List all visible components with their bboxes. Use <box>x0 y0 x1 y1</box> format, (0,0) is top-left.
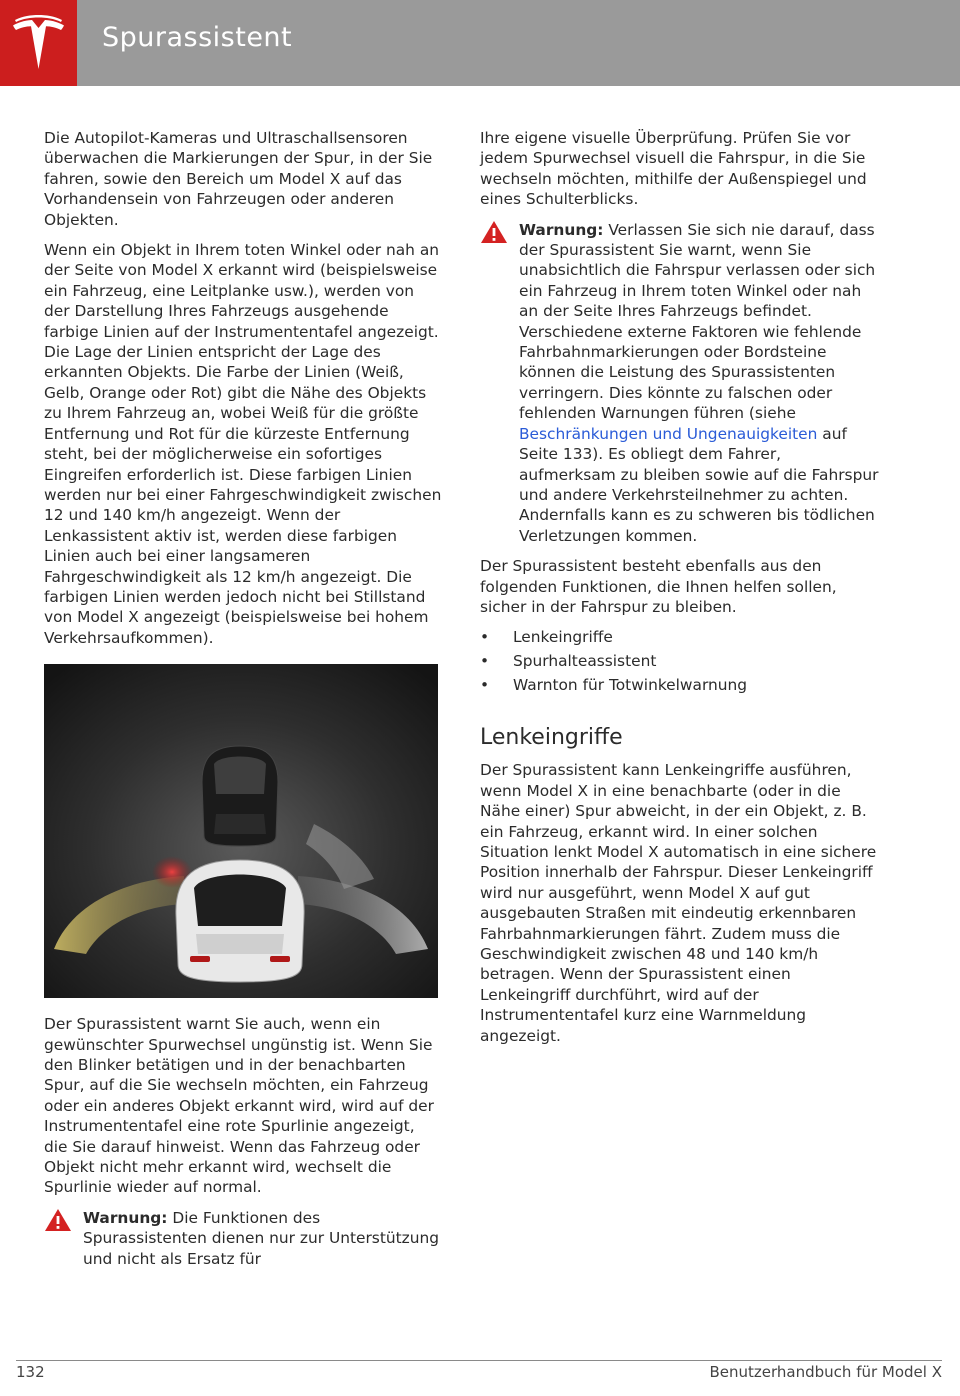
bullet-mark: • <box>480 628 490 647</box>
limitations-link[interactable]: Beschränkungen und Ungenauigkeiten <box>519 424 818 443</box>
warning-triangle-icon <box>480 220 508 244</box>
warning-box-1 <box>44 1208 442 1269</box>
intro-paragraph: Die Autopilot-Kameras und Ultraschallsensoren überwachen die Markierungen der Spur, in der Sie fahren, sowie den Bereich um Model X auf das Vorhandensein von Fahrzeugen oder anderen Objekten. <box>44 129 433 229</box>
lenkeingriffe-paragraph: Der Spurassistent kann Lenkeingriffe ausführen, wenn Model X in eine benachbarte (oder in die Nähe einer) Spur abweicht, in der ein Objekt, z. B. ein Fahrzeug, erkannt wird. In einer solchen Situation lenkt Model X automatisch in eine sichere Position innerhalb der Fahrspur. Dieser Lenkeingriff wird nur ausgeführt, wenn Model X auf gut ausgebauten Straßen mit eindeutig erkennbaren Fahrbahnmarkierungen fährt. Zudem muss die Geschwindigkeit zwischen 48 und 140 km/h betragen. Wenn der Spurassistent einen Lenkeingriff durchführt, wird auf der Instrumententafel kurz eine Warnmeldung angezeigt. <box>480 761 877 1045</box>
colored-lines-paragraph: Wenn ein Objekt in Ihrem toten Winkel oder nah an der Seite von Model X erkannt wird (beispielsweise ein Fahrzeug, eine Leitplanke usw.), werden von der Darstellung Ihres Fahrzeugs ausgehende farbige Linien auf der Instrumententafel angezeigt. Die Lage der Linien entspricht der Lage des erkannten Objekts. Die Farbe der Linien (Weiß, Gelb, Orange oder Rot) gibt die Nähe des Objekts zu Ihrem Fahrzeug an, wobei Weiß für die größte Entfernung und Rot für die kürzeste Entfernung steht, bei der möglicherweise ein sofortiges Eingreifen erforderlich ist. Diese farbigen Linien werden nur bei einer Fahrgeschwindigkeit zwischen 12 und 140 km/h angezeigt. Wenn der Lenkassistent aktiv ist, werden diese farbigen Linien auch bei einer langsameren Fahrgeschwindigkeit als 12 km/h angezeigt. Die farbigen Linien werden jedoch nicht bei Stillstand von Model X angezeigt (beispielsweise bei hohem Verkehrsaufkommen). <box>44 241 442 647</box>
lane-change-paragraph: Der Spurassistent warnt Sie auch, wenn ein gewünschter Spurwechsel ungünstig ist. Wenn Sie den Blinker betätigen und in der benachbarten Spur, auf die Sie wechseln möchten, ein Fahrzeug oder ein anderes Objekt erkannt wird, wird auf der Instrumententafel eine rote Spurlinie angezeigt, die Sie darauf hinweist. Wenn das Fahrzeug oder Objekt nicht mehr erkannt wird, wechselt die Spurlinie wieder auf normal. <box>44 1015 434 1197</box>
continued-paragraph: Ihre eigene visuelle Überprüfung. Prüfen Sie vor jedem Spurwechsel visuell die Fahrspur, in die Sie wechseln möchten, mithilfe der Außenspiegel und eines Schulterblicks. <box>480 129 867 209</box>
list-item <box>480 627 880 647</box>
brand-logo <box>0 0 77 86</box>
list-item-label: Spurhalteassistent <box>513 652 657 671</box>
footer-divider <box>16 1360 942 1361</box>
section-heading-lenkeingriffe: Lenkeingriffe <box>480 725 623 751</box>
list-item-label: Warnton für Totwinkelwarnung <box>513 676 748 695</box>
warning-1-text: Die Funktionen des Spurassistenten dienen nur zur Unterstützung und nicht als Ersatz für <box>83 1208 440 1268</box>
list-item-label: Lenkeingriffe <box>513 628 613 647</box>
warning-2-text-a: Verlassen Sie sich nie darauf, dass der Spurassistent Sie warnt, wenn Sie unabsichtlich die Fahrspur verlassen oder sich ein Fahrzeug in Ihrem toten Winkel oder nah an der Seite Ihres Fahrzeugs befindet. Verschiedene externe Faktoren wie fehlende Fahrbahnmarkierungen oder Bordsteine können die Leistung des Spurassistenten verringern. Dies könnte zu falschen oder fehlenden Warnungen führen (siehe <box>519 220 876 423</box>
header-bar <box>0 0 960 86</box>
tesla-logo-icon <box>11 14 66 72</box>
functions-paragraph: Der Spurassistent besteht ebenfalls aus den folgenden Funktionen, die Ihnen helfen sollen, sicher in der Fahrspur zu bleiben. <box>480 557 837 616</box>
distant-car <box>202 746 278 846</box>
warning-box-2 <box>480 220 880 547</box>
warning-2-text-b: auf Seite 133). Es obliegt dem Fahrer, aufmerksam zu bleiben sowie auf die Fahrspur und andere Verkehrsteilnehmer zu achten. Andernfalls kann es zu schweren bis tödlichen Verletzungen kommen. <box>519 424 879 545</box>
left-column <box>44 128 442 1279</box>
bullet-mark: • <box>480 676 490 695</box>
manual-title: Benutzerhandbuch für Model X <box>709 1363 942 1381</box>
bullet-mark: • <box>480 652 490 671</box>
page-title: Spurassistent <box>102 22 293 53</box>
right-column <box>480 128 880 1056</box>
blind-spot-illustration <box>44 664 438 998</box>
warning-2-label: Warnung: <box>519 220 604 239</box>
own-car <box>176 860 304 982</box>
page-number: 132 <box>16 1363 45 1381</box>
blind-spot-scene <box>44 664 438 998</box>
list-item <box>480 651 880 671</box>
list-item <box>480 675 880 695</box>
warning-triangle-icon <box>44 1208 72 1232</box>
warning-1-label: Warnung: <box>83 1208 168 1227</box>
functions-list <box>480 627 880 695</box>
